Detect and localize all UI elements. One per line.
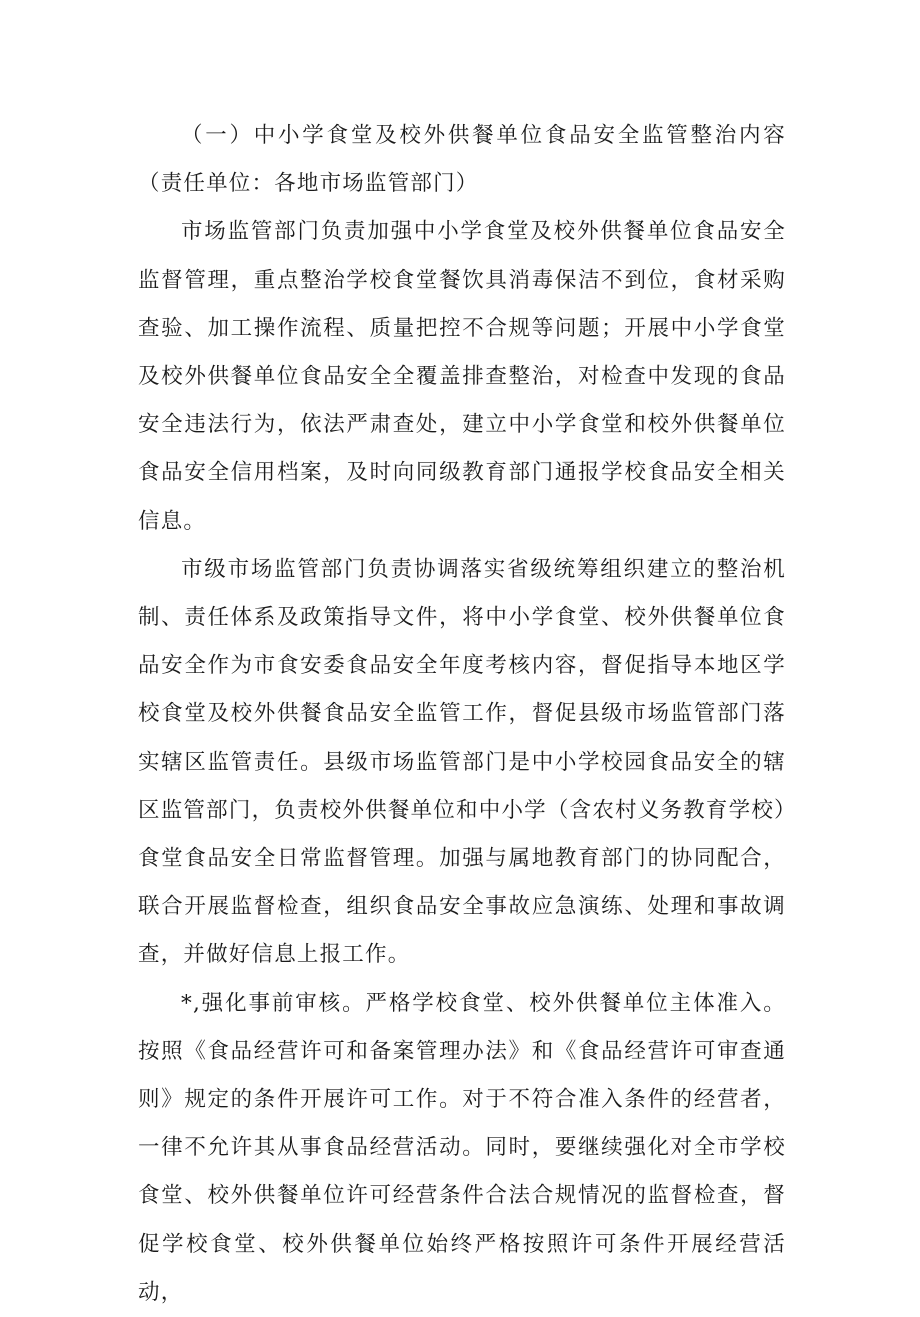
paragraph-supervision-duties: 市场监管部门负责加强中小学食堂及校外供餐单位食品安全监督管理，重点整治学校食堂餐饮具消毒保洁不到位，食材采购查验、加工操作流程、质量把控不合规等问题；开展中小学食堂及校外供餐单位食品安全全覆盖排查整治，对检查中发现的食品安全违法行为，依法严肃查处，建立中小学食堂和校外供餐单位食品安全信用档案，及时向同级教育部门通报学校食品安全相关信息。 (138, 219, 786, 534)
paragraph-pre-review: *,强化事前审核。严格学校食堂、校外供餐单位主体准入。按照《食品经营许可和备案管理办法》和《食品经营许可审查通则》规定的条件开展许可工作。对于不符合准入条件的经营者，一律不允许其从事食品经营活动。同时，要继续强化对全市学校食堂、校外供餐单位许可经营条件合法合规情况的监督检查，督促学校食堂、校外供餐单位始终严格按照许可条件开展经营活动， (138, 990, 786, 1305)
document-page (138, 112, 786, 1317)
section-heading: （一）中小学食堂及校外供餐单位食品安全监管整治内容（责任单位：各地市场监管部门） (138, 123, 786, 197)
paragraph-city-county-responsibilities: 市级市场监管部门负责协调落实省级统筹组织建立的整治机制、责任体系及政策指导文件，将中小学食堂、校外供餐单位食品安全作为市食安委食品安全年度考核内容，督促指导本地区学校食堂及校外供餐食品安全监管工作，督促县级市场监管部门落实辖区监管责任。县级市场监管部门是中小学校园食品安全的辖区监管部门，负责校外供餐单位和中小学（含农村义务教育学校）食堂食品安全日常监督管理。加强与属地教育部门的协同配合，联合开展监督检查，组织食品安全事故应急演练、处理和事故调查，并做好信息上报工作。 (138, 556, 786, 968)
